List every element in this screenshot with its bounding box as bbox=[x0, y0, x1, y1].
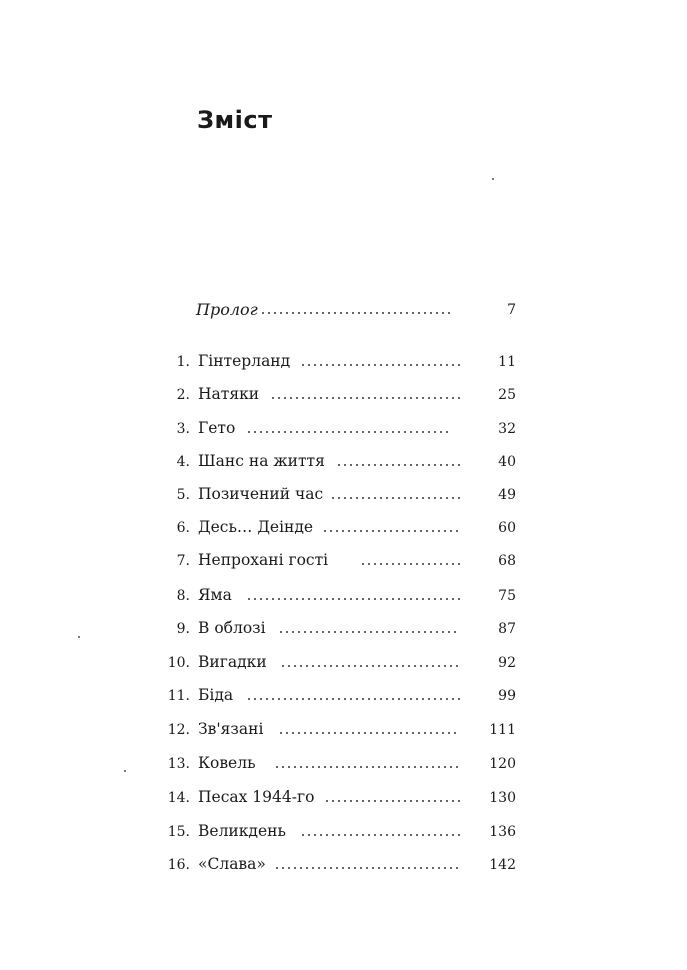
dot-leader bbox=[246, 598, 460, 600]
dot-leader bbox=[274, 766, 460, 768]
dot-leader bbox=[322, 530, 460, 532]
dot-leader bbox=[246, 431, 450, 433]
scan-speck bbox=[78, 636, 80, 638]
toc-entry-number: 7. bbox=[176, 553, 190, 569]
dot-leader bbox=[280, 665, 460, 667]
toc-entry bbox=[160, 352, 516, 376]
toc-entry-page: 60 bbox=[498, 520, 516, 536]
toc-entry-number: 6. bbox=[176, 520, 190, 536]
toc-entry-page: 40 bbox=[498, 454, 516, 470]
toc-entry-number: 8. bbox=[176, 588, 190, 604]
toc-entry-label: В облозі bbox=[198, 619, 266, 637]
dot-leader bbox=[360, 563, 460, 565]
toc-entry bbox=[160, 822, 516, 846]
toc-entry-prologue bbox=[196, 300, 516, 324]
toc-entry-number: 2. bbox=[176, 387, 190, 403]
dot-leader bbox=[324, 800, 460, 802]
toc-entry bbox=[160, 754, 516, 778]
toc-entry-label: Десь… Деінде bbox=[198, 518, 314, 536]
toc-entry-page: 92 bbox=[498, 655, 516, 671]
toc-entry-label: Песах 1944-го bbox=[198, 788, 315, 806]
toc-entry bbox=[160, 855, 516, 879]
toc-entry-page: 142 bbox=[489, 857, 516, 873]
toc-entry-page: 87 bbox=[498, 621, 516, 637]
toc-entry-label: Гінтерланд bbox=[198, 352, 291, 370]
toc-entry-page: 7 bbox=[507, 302, 516, 318]
toc-entry bbox=[160, 385, 516, 409]
toc-entry-number: 12. bbox=[167, 722, 190, 738]
dot-leader bbox=[300, 364, 460, 366]
toc-entry-number: 10. bbox=[167, 655, 190, 671]
toc-entry-label: Натяки bbox=[198, 385, 260, 403]
toc-entry-number: 5. bbox=[176, 487, 190, 503]
toc-entry-label: Пролог bbox=[196, 300, 258, 319]
toc-entry-page: 111 bbox=[489, 722, 516, 738]
dot-leader bbox=[274, 867, 460, 869]
toc-entry-label: Великдень bbox=[198, 822, 286, 840]
toc-entry-page: 25 bbox=[498, 387, 516, 403]
toc-entry bbox=[160, 720, 516, 744]
toc-entry-number: 14. bbox=[167, 790, 190, 806]
toc-entry-label: Непрохані гості bbox=[198, 551, 329, 569]
toc-entry bbox=[160, 619, 516, 643]
toc-entry-label: Гето bbox=[198, 419, 236, 437]
toc-entry-page: 136 bbox=[489, 824, 516, 840]
scan-speck bbox=[124, 770, 126, 772]
toc-entry bbox=[160, 686, 516, 710]
toc-entry bbox=[160, 485, 516, 509]
toc-entry-label: Позичений час bbox=[198, 485, 324, 503]
toc-entry-page: 99 bbox=[498, 688, 516, 704]
toc-entry-page: 11 bbox=[498, 354, 516, 370]
toc-entry bbox=[160, 551, 516, 575]
toc-entry-label: Вигадки bbox=[198, 653, 267, 671]
dot-leader bbox=[330, 497, 460, 499]
toc-entry-number: 11. bbox=[167, 688, 190, 704]
toc-entry-page: 68 bbox=[498, 553, 516, 569]
toc-entry-label: Біда bbox=[198, 686, 234, 704]
dot-leader bbox=[270, 397, 460, 399]
dot-leader bbox=[246, 698, 460, 700]
dot-leader bbox=[278, 732, 460, 734]
toc-entry bbox=[160, 788, 516, 812]
toc-entry-label: Шанс на життя bbox=[198, 452, 325, 470]
toc-entry-label: «Слава» bbox=[198, 855, 266, 873]
toc-entry bbox=[160, 419, 516, 443]
toc-entry bbox=[160, 518, 516, 542]
toc-entry bbox=[160, 653, 516, 677]
toc-entry-page: 120 bbox=[489, 756, 516, 772]
toc-entry-label: Яма bbox=[198, 586, 232, 604]
toc-entry-page: 130 bbox=[489, 790, 516, 806]
dot-leader bbox=[300, 834, 460, 836]
toc-entry-number: 15. bbox=[167, 824, 190, 840]
toc-entry-number: 4. bbox=[176, 454, 190, 470]
toc-entry-number: 13. bbox=[167, 756, 190, 772]
page-title: Зміст bbox=[197, 106, 273, 134]
toc-entry-page: 75 bbox=[498, 588, 516, 604]
toc-entry-number: 1. bbox=[176, 354, 190, 370]
toc-entry-label: Ковель bbox=[198, 754, 256, 772]
toc-entry-number: 16. bbox=[167, 857, 190, 873]
toc-entry-page: 32 bbox=[498, 421, 516, 437]
dot-leader bbox=[336, 464, 460, 466]
toc-entry bbox=[160, 586, 516, 610]
toc-entry-number: 9. bbox=[176, 621, 190, 637]
dot-leader bbox=[278, 631, 460, 633]
toc-entry-label: Зв'язані bbox=[198, 720, 264, 738]
scan-speck bbox=[492, 178, 494, 180]
toc-entry bbox=[160, 452, 516, 476]
dot-leader bbox=[260, 312, 452, 314]
toc-entry-number: 3. bbox=[176, 421, 190, 437]
toc-entry-page: 49 bbox=[498, 487, 516, 503]
